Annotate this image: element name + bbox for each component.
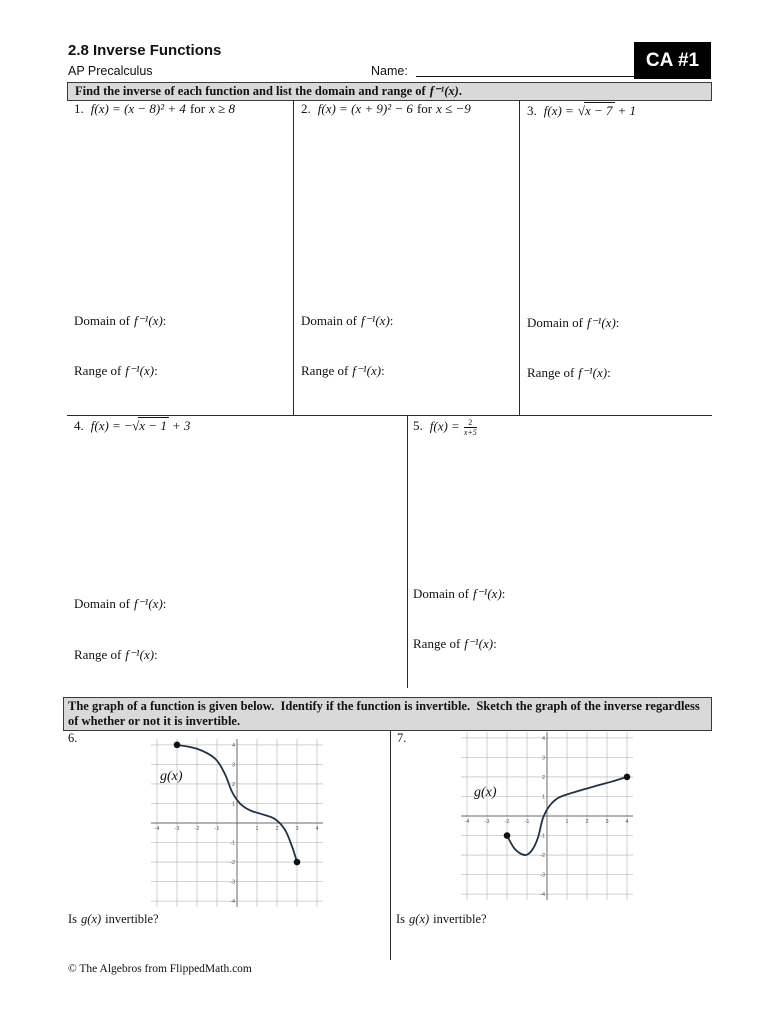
x-tick-label: -4 xyxy=(154,826,160,832)
inverse-notation: f⁻¹(x) xyxy=(360,313,390,328)
section2-instructions: The graph of a function is given below. Identify if the function is invertible. Sketch the graph of the inverse regardless of whether or not it is invertible. xyxy=(63,697,712,731)
domain-label: Domain of xyxy=(301,313,357,328)
name-row xyxy=(371,64,634,79)
colon: : xyxy=(501,586,506,601)
y-tick-label: 4 xyxy=(231,742,235,749)
x-tick-label: -2 xyxy=(194,826,200,832)
colon: : xyxy=(389,313,394,328)
domain-restriction: x ≥ 8 xyxy=(209,101,236,116)
problem-number: 1. xyxy=(74,101,84,116)
domain-restriction: x ≤ −9 xyxy=(436,101,471,116)
problem-4-work-area[interactable] xyxy=(67,416,407,688)
endpoint-dot xyxy=(294,859,301,866)
y-tick-label: -1 xyxy=(230,840,235,847)
y-tick-label: 2 xyxy=(231,781,235,788)
problem-number: 7. xyxy=(397,731,407,745)
question-prefix: Is xyxy=(68,912,78,926)
inverse-notation: f⁻¹(x) xyxy=(586,315,616,330)
problem-7-work-area[interactable] xyxy=(391,731,712,960)
inverse-notation: f⁻¹(x) xyxy=(464,636,494,651)
colon: : xyxy=(381,363,385,378)
problem-1-statement xyxy=(74,101,235,117)
instruction-end: . xyxy=(458,84,462,98)
function-expression: f(x) = (x − 8)² + 4 xyxy=(90,101,186,116)
colon: : xyxy=(607,365,611,380)
inverse-notation: f⁻¹(x) xyxy=(133,596,163,611)
inverse-notation: f⁻¹(x) xyxy=(125,363,155,378)
section1-instructions xyxy=(67,82,712,101)
problem-4-statement xyxy=(74,418,190,434)
condition-word: for xyxy=(189,101,206,116)
endpoint-dot xyxy=(174,742,181,749)
y-tick-label: -2 xyxy=(540,853,545,860)
x-tick-label: -3 xyxy=(174,826,180,832)
x-tick-label: -1 xyxy=(524,819,530,825)
radicand: x − 7 xyxy=(584,103,613,118)
x-tick-label: 4 xyxy=(315,826,319,832)
radicand: x − 1 xyxy=(139,418,167,433)
y-tick-label: 3 xyxy=(541,755,545,762)
question-math: g(x) xyxy=(409,912,430,926)
y-tick-label: -4 xyxy=(540,892,545,899)
x-tick-label: 3 xyxy=(295,826,299,832)
function-label: g(x) xyxy=(474,785,497,800)
domain-prompt xyxy=(301,313,393,329)
instruction-math: f⁻¹(x) xyxy=(429,84,459,98)
inverse-notation: f⁻¹(x) xyxy=(578,365,608,380)
domain-label: Domain of xyxy=(413,586,469,601)
domain-prompt xyxy=(413,586,505,602)
x-tick-label: -2 xyxy=(504,819,510,825)
x-tick-label: -1 xyxy=(214,826,220,832)
colon: : xyxy=(154,647,158,662)
inverse-notation: f⁻¹(x) xyxy=(472,586,502,601)
problem-number: 4. xyxy=(74,418,84,433)
function-lhs: f(x) = xyxy=(429,418,460,434)
x-tick-label: 2 xyxy=(585,819,589,825)
inverse-notation: f⁻¹(x) xyxy=(352,363,382,378)
fraction-denominator: x+5 xyxy=(463,428,477,437)
question-prefix: Is xyxy=(396,912,406,926)
endpoint-dot xyxy=(624,774,631,781)
function-tail: + 3 xyxy=(171,418,191,433)
range-label: Range of xyxy=(413,636,461,651)
domain-prompt xyxy=(74,596,166,612)
y-tick-label: 4 xyxy=(541,735,545,742)
colon: : xyxy=(615,315,620,330)
assignment-badge: CA #1 xyxy=(634,42,711,79)
instruction-text: Find the inverse of each function and list the domain and range of xyxy=(75,84,426,98)
fraction-numerator: 2 xyxy=(464,418,477,428)
problem-1-work-area[interactable] xyxy=(67,101,293,415)
x-tick-label: 1 xyxy=(565,819,569,825)
y-tick-label: -4 xyxy=(230,899,235,906)
domain-label: Domain of xyxy=(74,596,130,611)
x-tick-label: -4 xyxy=(464,819,470,825)
y-tick-label: -2 xyxy=(230,860,235,867)
range-prompt xyxy=(74,363,158,379)
range-label: Range of xyxy=(74,647,122,662)
course-name: AP Precalculus xyxy=(68,64,153,78)
function-expression: f(x) = (x + 9)² − 6 xyxy=(317,101,413,116)
problem-number: 6. xyxy=(68,731,78,745)
domain-label: Domain of xyxy=(74,313,130,328)
problem-5-work-area[interactable] xyxy=(408,416,712,688)
colon: : xyxy=(162,596,167,611)
x-tick-label: 2 xyxy=(275,826,279,832)
range-prompt xyxy=(527,365,611,381)
range-label: Range of xyxy=(74,363,122,378)
name-label: Name: xyxy=(371,64,408,78)
invertible-question xyxy=(396,911,487,927)
name-field[interactable] xyxy=(416,65,634,77)
inverse-notation: f⁻¹(x) xyxy=(125,647,155,662)
domain-prompt xyxy=(527,315,619,331)
function-tail: + 1 xyxy=(617,103,637,118)
fraction xyxy=(464,418,477,437)
radical-sign: √ xyxy=(577,103,585,118)
question-suffix: invertible? xyxy=(433,912,487,926)
range-prompt xyxy=(74,647,158,663)
question-suffix: invertible? xyxy=(105,912,159,926)
problem-5-statement xyxy=(413,418,477,437)
problem-6-graph xyxy=(151,739,323,907)
x-tick-label: -3 xyxy=(484,819,490,825)
inverse-notation: f⁻¹(x) xyxy=(133,313,163,328)
y-tick-label: -3 xyxy=(230,879,235,886)
problem-3-work-area[interactable] xyxy=(520,101,712,415)
problem-number: 5. xyxy=(413,418,423,434)
function-lhs: f(x) = xyxy=(90,418,121,433)
function-label: g(x) xyxy=(160,769,183,784)
radical-sign: −√ xyxy=(124,418,140,433)
range-prompt xyxy=(413,636,497,652)
y-tick-label: -1 xyxy=(540,833,545,840)
colon: : xyxy=(162,313,167,328)
endpoint-dot xyxy=(504,832,511,839)
invertible-question xyxy=(68,911,159,927)
y-tick-label: 1 xyxy=(541,794,545,801)
colon: : xyxy=(154,363,158,378)
condition-word: for xyxy=(416,101,433,116)
y-tick-label: 3 xyxy=(231,762,235,769)
problem-7-graph xyxy=(461,732,633,900)
range-prompt xyxy=(301,363,385,379)
problem-6-work-area[interactable] xyxy=(63,731,390,960)
problem-2-work-area[interactable] xyxy=(294,101,519,415)
copyright-footer: © The Algebros from FlippedMath.com xyxy=(68,963,252,975)
function-lhs: f(x) = xyxy=(543,103,574,118)
page-title: 2.8 Inverse Functions xyxy=(68,42,222,59)
x-tick-label: 3 xyxy=(605,819,609,825)
y-tick-label: 2 xyxy=(541,774,545,781)
domain-prompt xyxy=(74,313,166,329)
x-tick-label: 4 xyxy=(625,819,629,825)
y-tick-label: -3 xyxy=(540,872,545,879)
domain-label: Domain of xyxy=(527,315,583,330)
problem-2-statement xyxy=(301,101,471,117)
colon: : xyxy=(493,636,497,651)
x-tick-label: 1 xyxy=(255,826,259,832)
range-label: Range of xyxy=(527,365,575,380)
problem-number: 2. xyxy=(301,101,311,116)
range-label: Range of xyxy=(301,363,349,378)
question-math: g(x) xyxy=(81,912,102,926)
problem-number: 3. xyxy=(527,103,537,118)
y-tick-label: 1 xyxy=(231,801,235,808)
problem-3-statement xyxy=(527,103,636,119)
